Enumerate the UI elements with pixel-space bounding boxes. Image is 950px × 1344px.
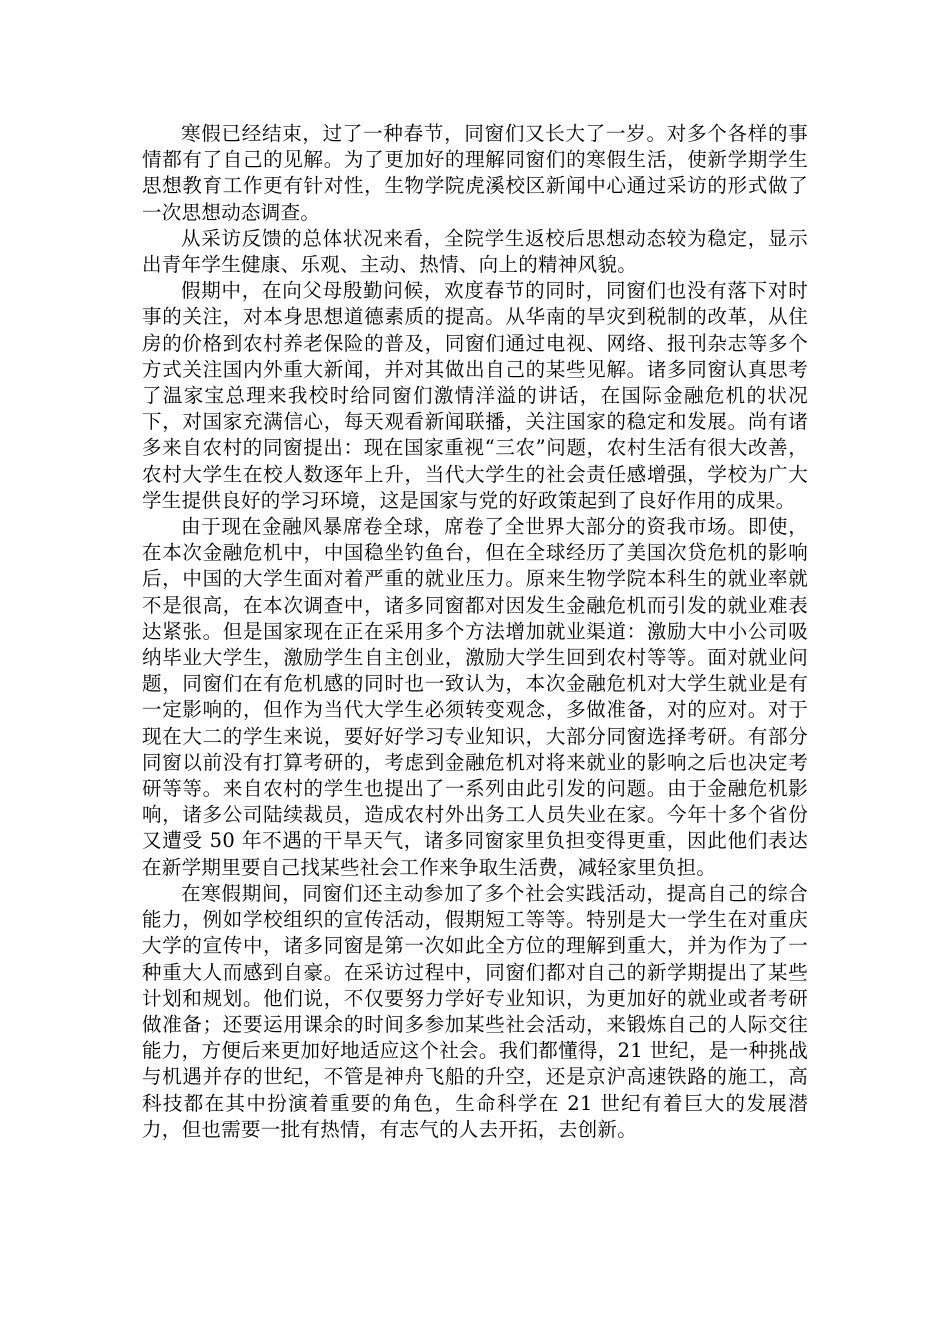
paragraph-3: 假期中，在向父母殷勤问候，欢度春节的同时，同窗们也没有落下对时事的关注，对本身思想道德素质的提高。从华南的旱灾到税制的改革，从住房的价格到农村养老保险的普及，同窗们通过电视、网络、报刊杂志等多个方式关注国内外重大新闻，并对其做出自己的某些见解。诸多同窗认真思考了温家宝总理来我校时给同窗们激情洋溢的讲话，在国际金融危机的状况下，对国家充满信心，每天观看新闻联播，关注国家的稳定和发展。尚有诸多来自农村的同窗提出：现在国家重视“三农”问题，农村生活有很大改善，农村大学生在校人数逐年上升，当代大学生的社会责任感增强，学校为广大学生提供良好的学习环境，这是国家与党的好政策起到了良好作用的成果。 (142, 279, 808, 512)
paragraph-2: 从采访反馈的总体状况来看，全院学生返校后思想动态较为稳定，显示出青年学生健康、乐观、主动、热情、向上的精神风貌。 (142, 226, 808, 277)
paragraph-4: 由于现在金融风暴席卷全球，席卷了全世界大部分的资我市场。即使，在本次金融危机中，中国稳坐钓鱼台，但在全球经历了美国次贷危机的影响后，中国的大学生面对着严重的就业压力。原来生物学院本科生的就业率就不是很高，在本次调查中，诸多同窗都对因发生金融危机而引发的就业难表达紧张。但是国家现在正在采用多个方法增加就业渠道：激励大中小公司吸纳毕业大学生，激励学生自主创业，激励大学生回到农村等等。面对就业问题，同窗们在有危机感的同时也一致认为，本次金融危机对大学生就业是有一定影响的，但作为当代大学生必须转变观念，多做准备，对的应对。对于现在大二的学生来说，要好好学习专业知识，大部分同窗选择考研。有部分同窗以前没有打算考研的，考虑到金融危机对将来就业的影响之后也决定考研等等。来自农村的学生也提出了一系列由此引发的问题。由于金融危机影响，诸多公司陆续裁员，造成农村外出务工人员失业在家。今年十多个省份又遭受 50 年不遇的干旱天气，诸多同窗家里负担变得更重，因此他们表达在新学期里要自己找某些社会工作来争取生活费，减轻家里负担。 (142, 515, 808, 879)
document-body (142, 121, 808, 1143)
paragraph-5: 在寒假期间，同窗们还主动参加了多个社会实践活动，提高自己的综合能力，例如学校组织的宣传活动，假期短工等等。特别是大一学生在对重庆大学的宣传中，诸多同窗是第一次如此全方位的理解到重大，并为作为了一种重大人而感到自豪。在采访过程中，同窗们都对自己的新学期提出了某些计划和规划。他们说，不仅要努力学好专业知识，为更加好的就业或者考研做准备；还要运用课余的时间多参加某些社会活动，来锻炼自己的人际交往能力，方便后来更加好地适应这个社会。我们都懂得，21 世纪，是一种挑战与机遇并存的世纪，不管是神舟飞船的升空，还是京沪高速铁路的施工，高科技都在其中扮演着重要的角色，生命科学在 21 世纪有着巨大的发展潜力，但也需要一批有热情，有志气的人去开拓，去创新。 (142, 881, 808, 1141)
paragraph-1: 寒假已经结束，过了一种春节，同窗们又长大了一岁。对多个各样的事情都有了自己的见解。为了更加好的理解同窗们的寒假生活，使新学期学生思想教育工作更有针对性，生物学院虎溪校区新闻中心通过采访的形式做了一次思想动态调查。 (142, 122, 808, 224)
